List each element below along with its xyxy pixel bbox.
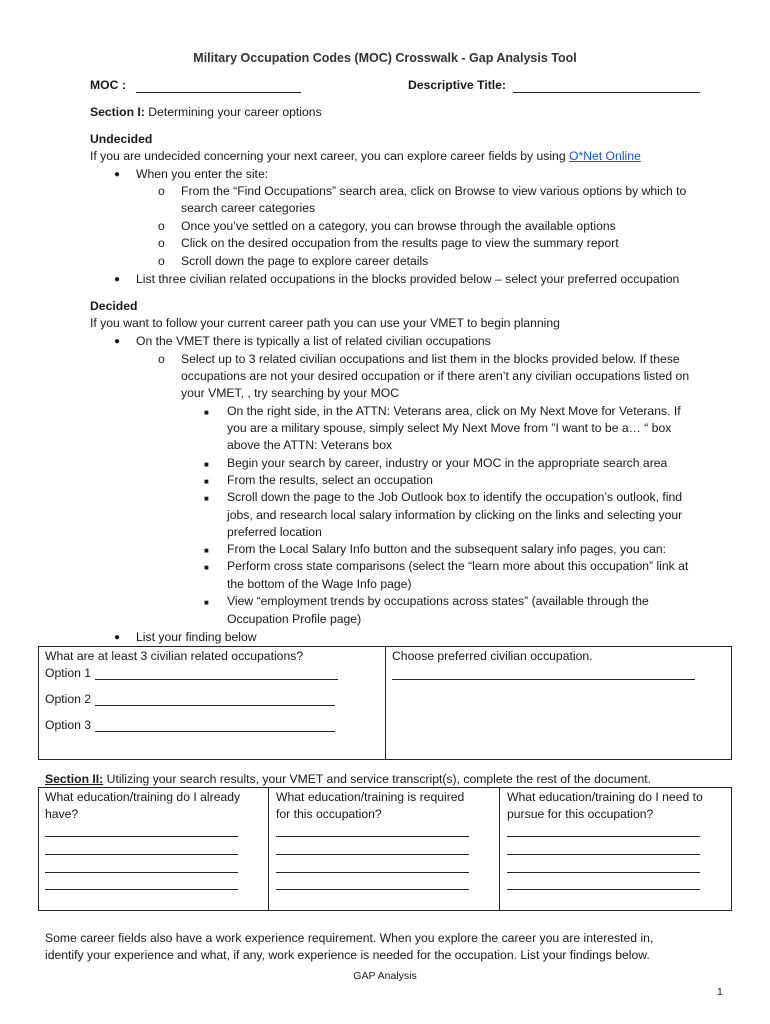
col2-answer-line[interactable] [276, 889, 469, 890]
square-bullet-icon: ■ [204, 546, 209, 555]
decided-step-1-line1: On the right side, in the ATTN: Veterans area, click on My Next Move for Veterans. If [227, 404, 681, 418]
decided-sub-1-line1: Select up to 3 related civilian occupations and list them in the blocks provided below. If these [181, 352, 680, 366]
option1-field[interactable] [95, 666, 338, 680]
onet-online-link[interactable]: O*Net Online [568, 149, 641, 163]
undecided-intro [90, 148, 641, 165]
table-divider [499, 787, 500, 910]
section2-label: Section II: [45, 772, 104, 786]
closing-line2: identify your experience and what, if any, work experience is needed for the occupation. List your findings below. [45, 948, 650, 962]
decided-step-7-line1: View “employment trends by occupations across states” (available through the [227, 594, 649, 608]
undecided-bullet-1: When you enter the site: [136, 167, 269, 181]
decided-intro: If you want to follow your current career path you can use your VMET to begin planning [90, 316, 560, 330]
col3-header-line1: What education/training do I need to [507, 790, 703, 804]
col3-header-line2: pursue for this occupation? [507, 807, 654, 821]
decided-step-6-line1: Perform cross state comparisons (select the “learn more about this occupation” link at [227, 559, 689, 573]
descriptive-title-label: Descriptive Title: [408, 78, 506, 92]
col1-answer-line[interactable] [45, 854, 238, 855]
occupations-question: What are at least 3 civilian related occupations? [45, 649, 304, 663]
col3-answer-line[interactable] [507, 872, 700, 873]
preferred-occupation-label: Choose preferred civilian occupation. [392, 649, 593, 663]
decided-sub-1-line2: occupations are not your desired occupation or if there aren’t any civilian occupations listed on [181, 369, 690, 383]
undecided-sub-2: Once you’ve settled on a category, you can browse through the available options [181, 219, 616, 233]
circle-bullet-icon: o [158, 184, 165, 198]
decided-step-4-line3: preferred location [227, 525, 322, 539]
col1-header-line2: have? [45, 807, 79, 821]
table-divider [268, 787, 269, 910]
circle-bullet-icon: o [158, 236, 165, 250]
decided-step-4-line1: Scroll down the page to the Job Outlook box to identify the occupation’s outlook, find [227, 490, 683, 504]
col1-answer-line[interactable] [45, 872, 238, 873]
section1-label: Section I: [90, 105, 145, 119]
decided-step-4-line2: jobs, and research local salary information by clicking on the links and selecting your [227, 508, 683, 522]
square-bullet-icon: ■ [204, 460, 209, 469]
circle-bullet-icon: o [158, 254, 165, 268]
square-bullet-icon: ■ [204, 477, 209, 486]
col3-answer-line[interactable] [507, 889, 700, 890]
closing-line1: Some career fields also have a work experience requirement. When you explore the career you are interested in, [45, 931, 654, 945]
col1-answer-line[interactable] [45, 889, 238, 890]
decided-step-1-line2: you are a military spouse, simply select My Next Move from ”I want to be a… “ box [227, 421, 672, 435]
undecided-intro-text: If you are undecided concerning your next career, you can explore career fields by using [90, 149, 569, 163]
col2-header-line1: What education/training is required [276, 790, 465, 804]
option2-field[interactable] [95, 692, 335, 706]
footer-text: GAP Analysis [353, 970, 417, 982]
col2-header-line2: for this occupation? [276, 807, 382, 821]
circle-bullet-icon: o [158, 219, 165, 233]
undecided-bullet-2: List three civilian related occupations in the blocks provided below – select your preferred occupation [136, 272, 680, 286]
decided-step-2: Begin your search by career, industry or your MOC in the appropriate search area [227, 456, 668, 470]
option3-field[interactable] [95, 718, 335, 732]
undecided-sub-3: Click on the desired occupation from the results page to view the summary report [181, 236, 619, 250]
decided-step-1-line3: above the ATTN: Veterans box [227, 438, 393, 452]
decided-step-3: From the results, select an occupation [227, 473, 433, 487]
option3-label: Option 3 [45, 718, 92, 732]
col1-header-line1: What education/training do I already [45, 790, 241, 804]
decided-heading: Decided [90, 299, 138, 313]
page-title: Military Occupation Codes (MOC) Crosswalk - Gap Analysis Tool [193, 51, 577, 65]
decided-sub-1-line3: your VMET, , try searching by your MOC [181, 386, 400, 400]
bullet-icon: ● [114, 169, 121, 180]
decided-step-5: From the Local Salary Info button and the subsequent salary info pages, you can: [227, 542, 667, 556]
decided-bullet-1: On the VMET there is typically a list of related civilian occupations [136, 334, 491, 348]
undecided-sub-1-line1: From the “Find Occupations” search area, click on Browse to view various options by which to [181, 184, 687, 198]
section1-text: Determining your career options [144, 105, 322, 119]
bullet-icon: ● [114, 336, 121, 347]
col2-answer-line[interactable] [276, 836, 469, 837]
descriptive-title-field[interactable] [513, 79, 700, 93]
page-number: 1 [717, 986, 723, 998]
undecided-sub-4: Scroll down the page to explore career details [181, 254, 429, 268]
undecided-sub-1-line2: search career categories [181, 201, 316, 215]
option1-label: Option 1 [45, 666, 92, 680]
bullet-icon: ● [114, 632, 121, 643]
bullet-icon: ● [114, 274, 121, 285]
square-bullet-icon: ■ [204, 408, 209, 417]
square-bullet-icon: ■ [204, 563, 209, 572]
col3-answer-line[interactable] [507, 836, 700, 837]
undecided-heading: Undecided [90, 132, 153, 146]
table-divider [385, 646, 386, 759]
col3-answer-line[interactable] [507, 854, 700, 855]
option2-label: Option 2 [45, 692, 92, 706]
col1-answer-line[interactable] [45, 836, 238, 837]
decided-step-7-line2: Occupation Profile page) [227, 612, 362, 626]
section2-text: Utilizing your search results, your VMET and service transcript(s), complete the rest of the document. [103, 772, 652, 786]
circle-bullet-icon: o [158, 352, 165, 366]
decided-step-6-line2: the bottom of the Wage Info page) [227, 577, 412, 591]
section1-heading [90, 104, 322, 121]
square-bullet-icon: ■ [204, 494, 209, 503]
col2-answer-line[interactable] [276, 854, 469, 855]
preferred-occupation-field[interactable] [392, 666, 695, 680]
moc-field[interactable] [136, 79, 301, 93]
moc-label: MOC : [90, 78, 126, 92]
square-bullet-icon: ■ [204, 598, 209, 607]
col2-answer-line[interactable] [276, 872, 469, 873]
section2-heading [45, 771, 651, 788]
decided-bullet-2: List your finding below [136, 630, 257, 644]
